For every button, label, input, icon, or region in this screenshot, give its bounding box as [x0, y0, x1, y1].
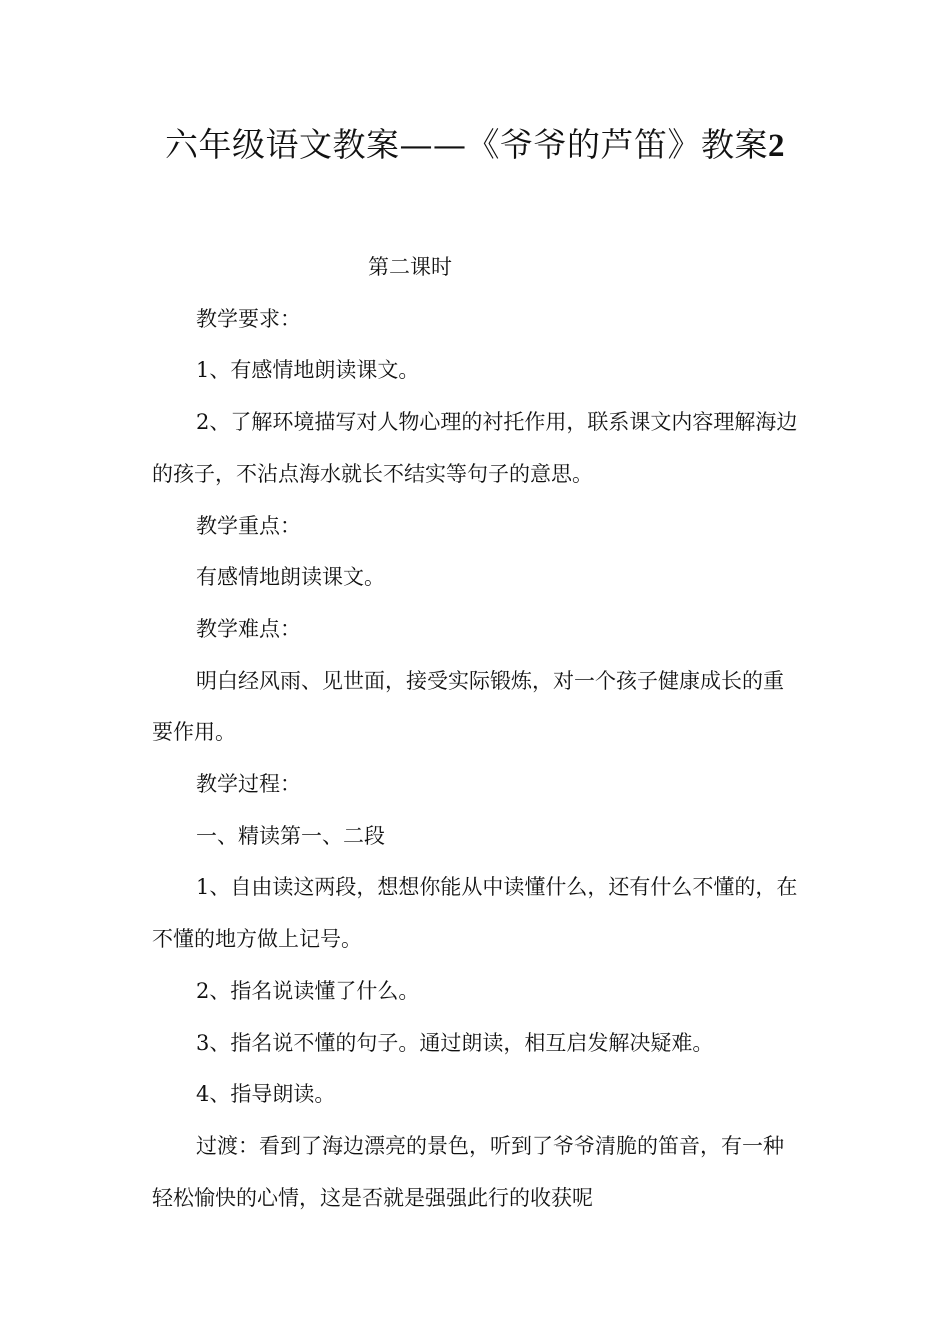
- process-step-1: 1、自由读这两段，想想你能从中读懂什么，还有什么不懂的，在不懂的地方做上记号。: [152, 875, 798, 952]
- document-body: [152, 242, 802, 1224]
- process-step-4: 4、指导朗读。: [196, 1082, 336, 1107]
- lesson-subtitle: 第二课时: [368, 255, 452, 279]
- title-number: 2: [768, 128, 785, 164]
- teaching-focus-text: 有感情地朗读课文。: [196, 565, 385, 590]
- process-section-1: 一、精读第一、二段: [196, 823, 385, 848]
- heading-teaching-difficulty: 教学难点：: [196, 616, 301, 641]
- heading-teaching-requirements: 教学要求：: [196, 306, 301, 331]
- requirement-item-2: 2、了解环境描写对人物心理的衬托作用，联系课文内容理解海边的孩子，不沾点海水就长不结实等句子的意思。: [152, 410, 798, 486]
- process-step-3: 3、指名说不懂的句子。通过朗读，相互启发解决疑难。: [196, 1030, 714, 1055]
- process-step-2: 2、指名说读懂了什么。: [196, 978, 420, 1003]
- requirement-item-1: 1、有感情地朗读课文。: [196, 358, 420, 383]
- title-text: 六年级语文教案——《爷爷的芦笛》教案: [165, 125, 768, 164]
- teaching-difficulty-text: 明白经风雨、见世面，接受实际锻炼，对一个孩子健康成长的重要作用。: [152, 668, 784, 745]
- page-title: [0, 120, 950, 171]
- heading-teaching-process: 教学过程：: [196, 772, 301, 797]
- heading-teaching-focus: 教学重点：: [196, 513, 301, 538]
- transition-paragraph: 过渡：看到了海边漂亮的景色，听到了爷爷清脆的笛音，有一种轻松愉快的心情，这是否就是强强此行的收获呢: [152, 1133, 784, 1210]
